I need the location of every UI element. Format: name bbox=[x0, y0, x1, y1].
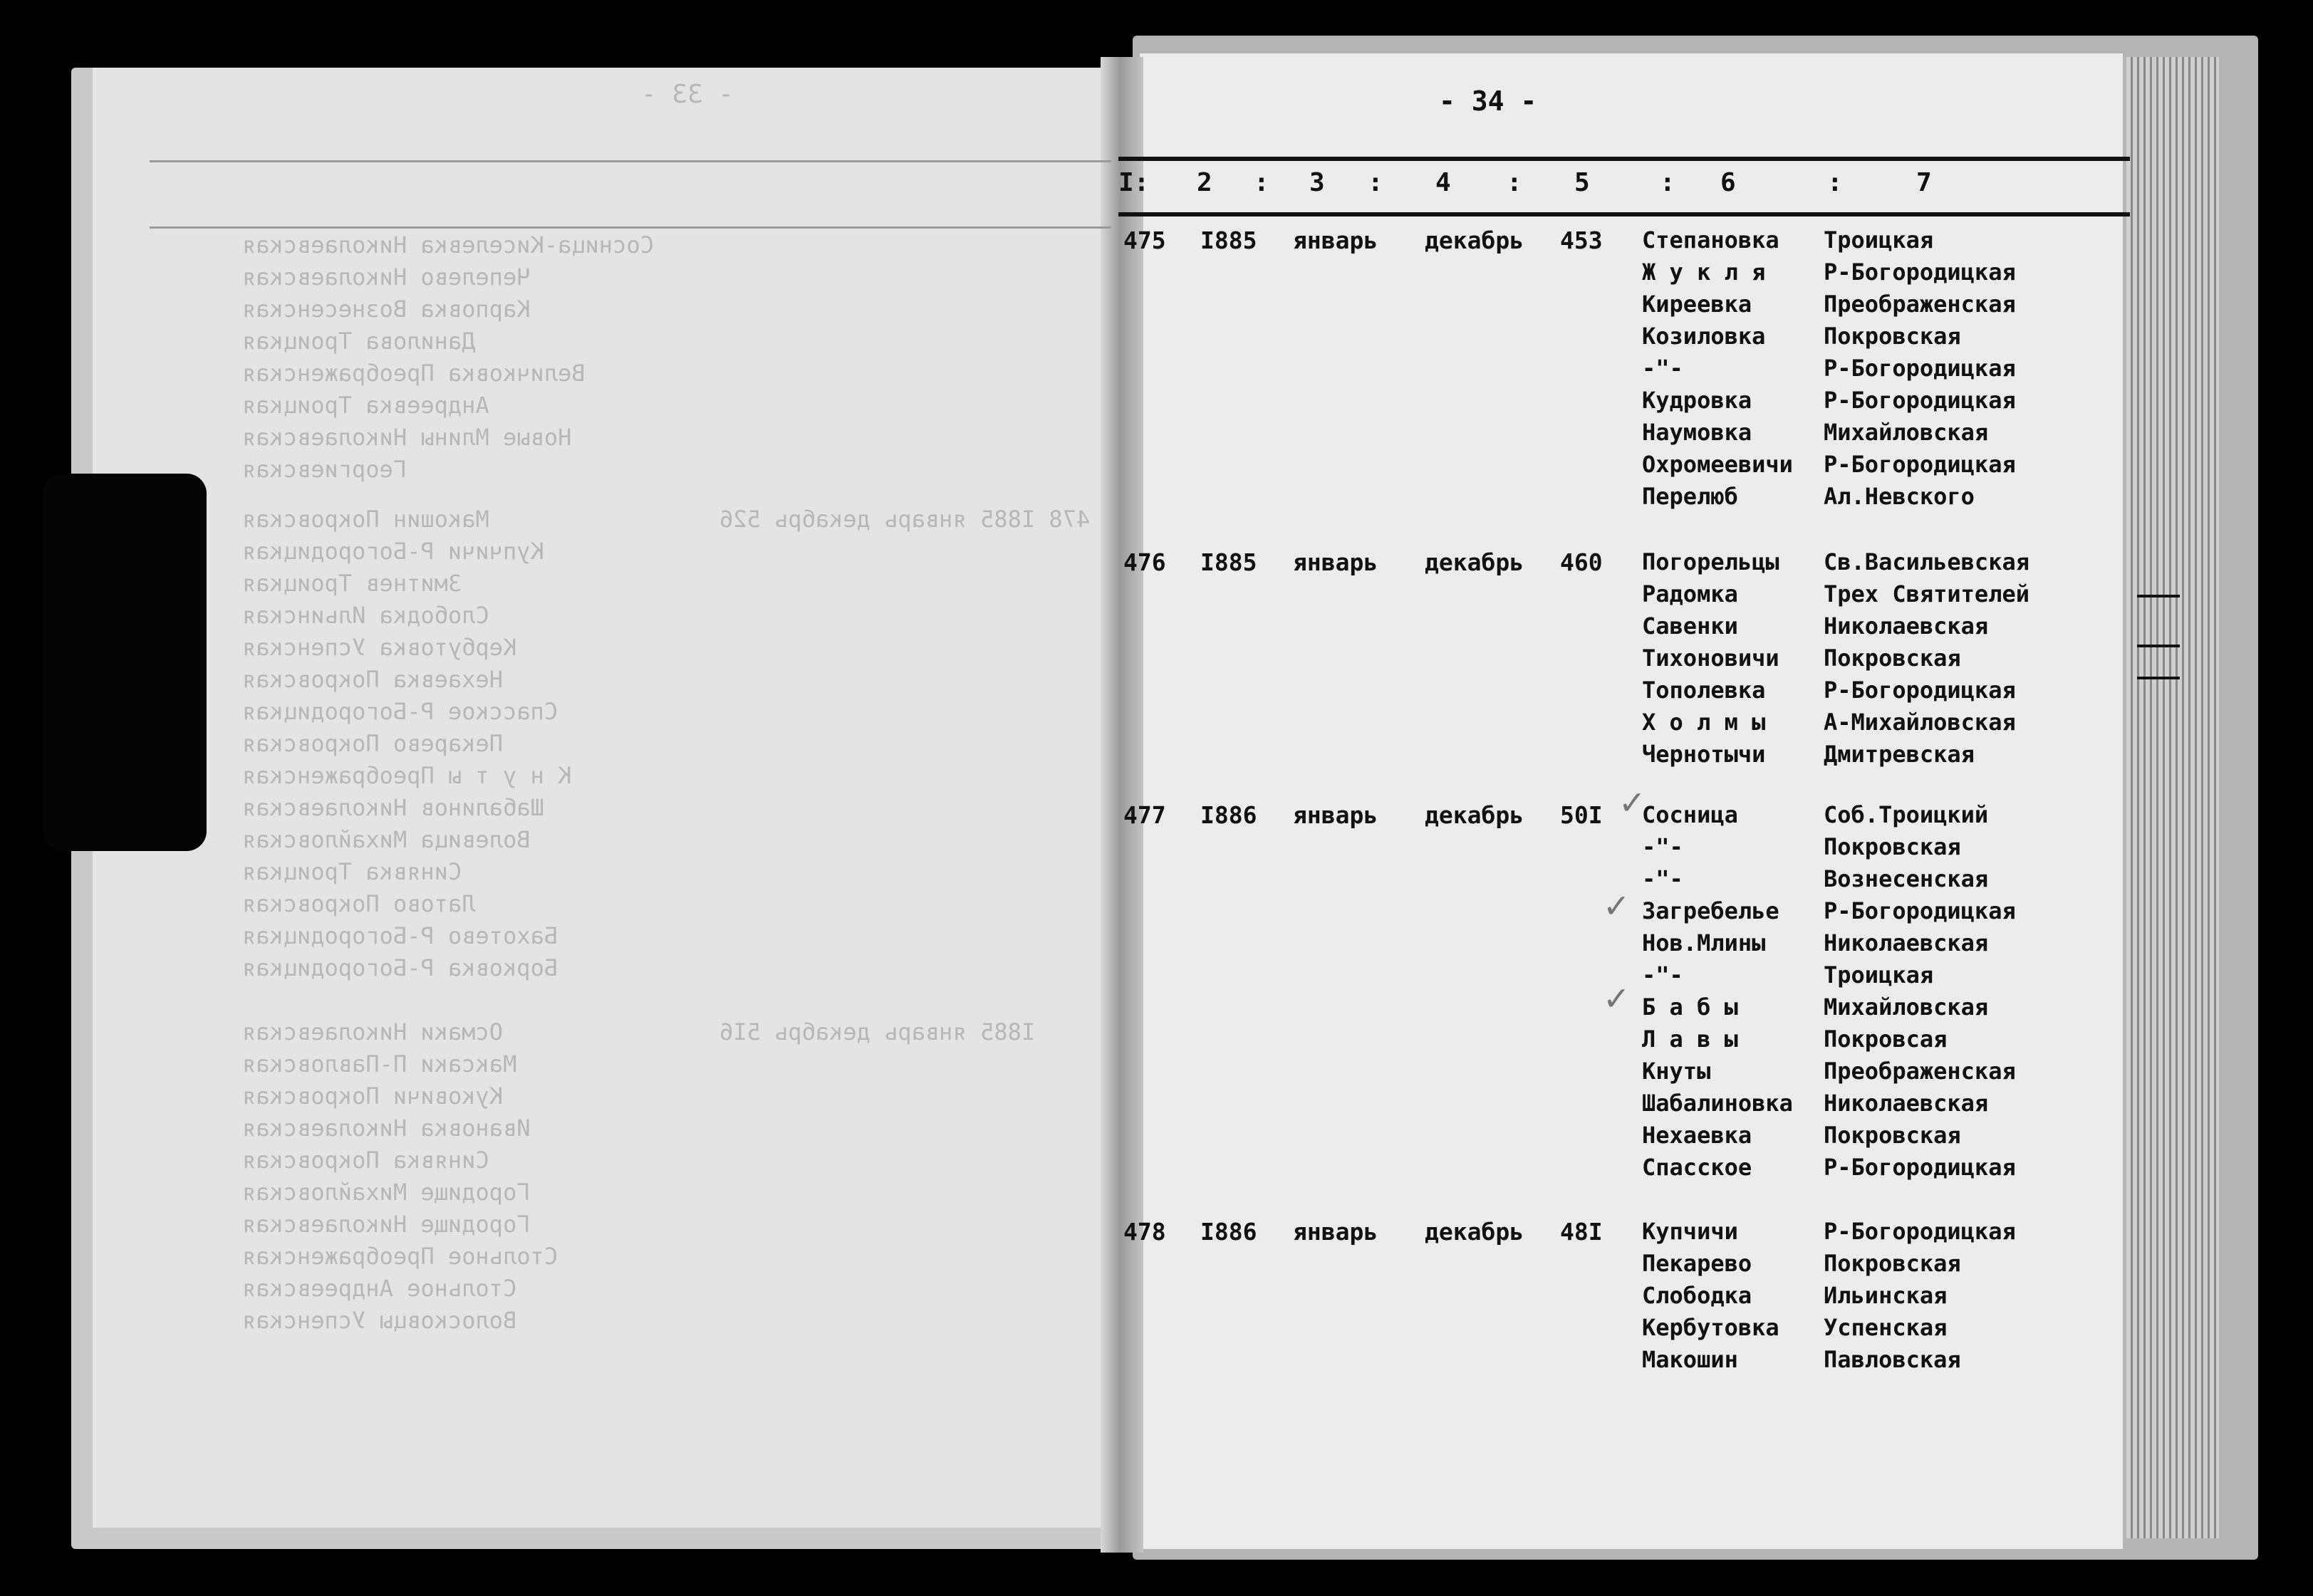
church-name: Павловская bbox=[1824, 1346, 1961, 1373]
ghost-line: К н у т ы Преображенская bbox=[242, 762, 572, 789]
record-number: 477 bbox=[1123, 801, 1166, 829]
church-name: Михайловская bbox=[1824, 419, 1989, 446]
record-end-month: декабрь bbox=[1425, 226, 1524, 254]
village-name: Нехаевка bbox=[1642, 1122, 1752, 1149]
record-number: 475 bbox=[1123, 226, 1166, 254]
church-name: Св.Васильевская bbox=[1824, 548, 2029, 575]
church-name: Покровская bbox=[1824, 1122, 1961, 1149]
ghost-line: Спасское Р-Богородицкая bbox=[242, 698, 558, 725]
church-name: Покровская bbox=[1824, 323, 1961, 350]
ghost-line: Слободка Ильинская bbox=[242, 602, 489, 629]
record-end-month: декабрь bbox=[1425, 801, 1524, 829]
ghost-line: Ивановка Николаевская bbox=[242, 1115, 531, 1142]
ghost-line: Нехаевка Покровская bbox=[242, 666, 504, 693]
ghost-line: Волосковцы Успенская bbox=[242, 1307, 517, 1334]
church-name: Николаевская bbox=[1824, 929, 1989, 956]
ghost-line: Пекарево Покровская bbox=[242, 730, 504, 757]
ghost-entry: 478 I885 январь декабрь 526 bbox=[719, 506, 1091, 533]
column-header bbox=[1118, 157, 2130, 217]
church-name: Покровская bbox=[1824, 645, 1961, 672]
church-name: Николаевская bbox=[1824, 1090, 1989, 1117]
ghost-line: Георгиевская bbox=[242, 456, 407, 483]
ghost-line: Макошин Покровская bbox=[242, 506, 489, 533]
column-header-3: 3 bbox=[1309, 168, 1325, 197]
record-start-month: январь bbox=[1293, 548, 1378, 576]
village-name: Охромеевичи bbox=[1642, 451, 1793, 478]
village-name: -"- bbox=[1642, 961, 1683, 989]
column-header-7: 7 bbox=[1916, 168, 1932, 197]
ghost-line: Чепелево Николаевская bbox=[242, 264, 531, 291]
ghost-line: Синявка Троицкая bbox=[242, 858, 462, 885]
record-number: 478 bbox=[1123, 1218, 1166, 1246]
ghost-line: Андреевка Троицкая bbox=[242, 392, 489, 419]
church-name: Покровская bbox=[1824, 833, 1961, 860]
village-name: Козиловка bbox=[1642, 323, 1766, 350]
column-header-sep: : bbox=[1507, 168, 1522, 197]
column-header-sep: : bbox=[1254, 168, 1269, 197]
ghost-line: Стольное Преображенская bbox=[242, 1243, 558, 1270]
check-mark: ✓ bbox=[1603, 887, 1631, 925]
church-name: Троицкая bbox=[1824, 226, 1934, 254]
village-name: Киреевка bbox=[1642, 291, 1752, 318]
record-count: 50I bbox=[1560, 801, 1603, 829]
ghost-line: Величковка Преображенская bbox=[242, 360, 586, 387]
edge-mark bbox=[2137, 645, 2180, 647]
record-count: 453 bbox=[1560, 226, 1603, 254]
column-header-1: I: bbox=[1118, 168, 1150, 197]
record-year: I886 bbox=[1200, 1218, 1257, 1246]
village-name: Тополевка bbox=[1642, 677, 1766, 704]
church-name: Успенская bbox=[1824, 1314, 1948, 1341]
village-name: -"- bbox=[1642, 833, 1683, 860]
record-number: 476 bbox=[1123, 548, 1166, 576]
ghost-line: Стольное Андреевская bbox=[242, 1275, 517, 1302]
church-name: Соб.Троицкий bbox=[1824, 801, 1989, 828]
record-year: I886 bbox=[1200, 801, 1257, 829]
village-name: Ж у к л я bbox=[1642, 259, 1766, 286]
village-name: Сосница bbox=[1642, 801, 1738, 828]
village-name: Б а б ы bbox=[1642, 993, 1738, 1021]
church-name: Р-Богородицкая bbox=[1824, 1154, 2016, 1181]
column-header-2: 2 bbox=[1197, 168, 1212, 197]
village-name: -"- bbox=[1642, 865, 1683, 892]
check-mark: ✓ bbox=[1618, 783, 1646, 822]
village-name: Кербутовка bbox=[1642, 1314, 1779, 1341]
ghost-entry: I885 январь декабрь 5I6 bbox=[719, 1018, 1036, 1045]
record-count: 48I bbox=[1560, 1218, 1603, 1246]
ghost-line: Купчичи Р-Богородицкая bbox=[242, 538, 544, 565]
ghost-line: Максаки П-Павловская bbox=[242, 1050, 517, 1078]
record-year: I885 bbox=[1200, 548, 1257, 576]
ghost-page-number: - 33 - bbox=[641, 80, 734, 109]
village-name: Чернотычи bbox=[1642, 741, 1766, 768]
church-name: Р-Богородицкая bbox=[1824, 677, 2016, 704]
village-name: Спасское bbox=[1642, 1154, 1752, 1181]
church-name: Р-Богородицкая bbox=[1824, 1218, 2016, 1245]
village-name: Х о л м ы bbox=[1642, 709, 1766, 736]
village-name: Слободка bbox=[1642, 1282, 1752, 1309]
village-name: Кнуты bbox=[1642, 1058, 1711, 1085]
page-edges bbox=[2126, 57, 2219, 1538]
village-name: Пекарево bbox=[1642, 1250, 1752, 1277]
edge-mark bbox=[2137, 595, 2180, 598]
village-name: Перелюб bbox=[1642, 483, 1738, 510]
ghost-line: Куковичи Покровская bbox=[242, 1083, 504, 1110]
edge-mark bbox=[2137, 677, 2180, 679]
column-header-sep: : bbox=[1827, 168, 1843, 197]
village-name: Л а в ы bbox=[1642, 1026, 1738, 1053]
ghost-line: Бахотево Р-Богородицкая bbox=[242, 922, 558, 949]
ghost-line: Данилова Троицкая bbox=[242, 328, 476, 355]
village-name: Наумовка bbox=[1642, 419, 1752, 446]
church-name: Р-Богородицкая bbox=[1824, 355, 2016, 382]
church-name: Михайловская bbox=[1824, 993, 1989, 1021]
ghost-line: Кербутовка Успенская bbox=[242, 634, 517, 661]
church-name: Р-Богородицкая bbox=[1824, 387, 2016, 414]
church-name: Дмитревская bbox=[1824, 741, 1975, 768]
village-name: Макошин bbox=[1642, 1346, 1738, 1373]
ghost-line: Борковка Р-Богородицкая bbox=[242, 954, 558, 981]
village-name: Погорельцы bbox=[1642, 548, 1779, 575]
church-name: Николаевская bbox=[1824, 612, 1989, 640]
church-name: Р-Богородицкая bbox=[1824, 451, 2016, 478]
village-name: Степановка bbox=[1642, 226, 1779, 254]
ghost-line: Волевица Михайловская bbox=[242, 826, 531, 853]
record-start-month: январь bbox=[1293, 801, 1378, 829]
village-name: Радомка bbox=[1642, 580, 1738, 607]
column-header-sep: : bbox=[1368, 168, 1383, 197]
village-name: Тихоновичи bbox=[1642, 645, 1779, 672]
check-mark: ✓ bbox=[1603, 979, 1631, 1018]
ghost-line: Городище Михайловская bbox=[242, 1179, 531, 1206]
ghost-line: Синявка Покровская bbox=[242, 1147, 489, 1174]
church-name: Преображенская bbox=[1824, 291, 2016, 318]
church-name: Вознесенская bbox=[1824, 865, 1989, 892]
column-header-sep: : bbox=[1660, 168, 1675, 197]
church-name: Ал.Невского bbox=[1824, 483, 1975, 510]
church-name: Покровская bbox=[1824, 1250, 1961, 1277]
ghost-line: Латово Покровская bbox=[242, 890, 476, 917]
church-name: А-Михайловская bbox=[1824, 709, 2016, 736]
ghost-line: Городище Николаевская bbox=[242, 1211, 531, 1238]
ghost-line: Новые Млины Николаевская bbox=[242, 424, 572, 451]
church-name: Ильинская bbox=[1824, 1282, 1948, 1309]
column-header-5: 5 bbox=[1574, 168, 1590, 197]
record-start-month: январь bbox=[1293, 226, 1378, 254]
church-name: Р-Богородицкая bbox=[1824, 259, 2016, 286]
ghost-line: Сосница-Киселевка Николаевская bbox=[242, 231, 654, 259]
village-name: Купчичи bbox=[1642, 1218, 1738, 1245]
record-year: I885 bbox=[1200, 226, 1257, 254]
black-tab-marker bbox=[43, 474, 207, 851]
church-name: Преображенская bbox=[1824, 1058, 2016, 1085]
church-name: Покровсая bbox=[1824, 1026, 1948, 1053]
village-name: Шабалиновка bbox=[1642, 1090, 1793, 1117]
church-name: Р-Богородицкая bbox=[1824, 897, 2016, 924]
ghost-line: Осмаки Николаевская bbox=[242, 1018, 504, 1045]
village-name: Загребелье bbox=[1642, 897, 1779, 924]
church-name: Троицкая bbox=[1824, 961, 1934, 989]
ghost-column-header bbox=[150, 160, 1111, 229]
village-name: Нов.Млины bbox=[1642, 929, 1766, 956]
record-count: 460 bbox=[1560, 548, 1603, 576]
page-number: - 34 - bbox=[1439, 85, 1537, 117]
record-end-month: декабрь bbox=[1425, 548, 1524, 576]
church-name: Трех Святителей bbox=[1824, 580, 2029, 607]
ghost-line: Карповка Вознесенская bbox=[242, 296, 531, 323]
village-name: Савенки bbox=[1642, 612, 1738, 640]
column-header-6: 6 bbox=[1720, 168, 1736, 197]
ghost-line: Змитнев Троицкая bbox=[242, 570, 462, 597]
village-name: Кудровка bbox=[1642, 387, 1752, 414]
column-header-4: 4 bbox=[1435, 168, 1451, 197]
record-end-month: декабрь bbox=[1425, 1218, 1524, 1246]
ghost-line: Шабалинов Николаевская bbox=[242, 794, 544, 821]
record-start-month: январь bbox=[1293, 1218, 1378, 1246]
village-name: -"- bbox=[1642, 355, 1683, 382]
